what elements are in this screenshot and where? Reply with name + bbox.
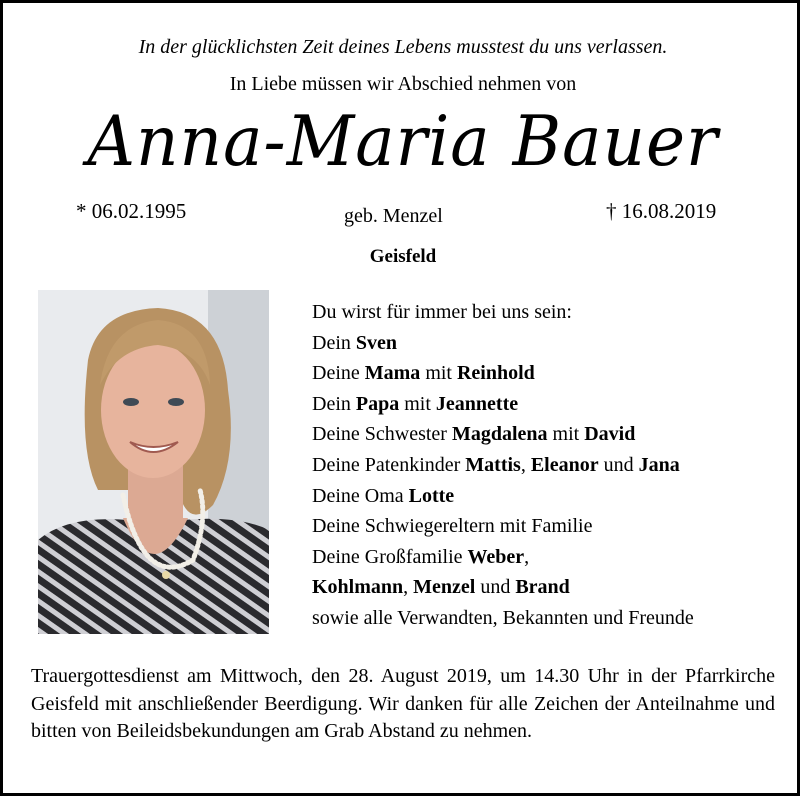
survivor-name: Menzel <box>413 576 476 599</box>
farewell-line: In Liebe müssen wir Abschied nehmen von <box>229 73 577 95</box>
survivor-line <box>312 603 694 634</box>
survivor-line <box>312 389 694 420</box>
survivor-text: mit <box>547 423 585 446</box>
survivor-text: und <box>598 453 639 476</box>
survivor-name: Reinhold <box>456 362 535 385</box>
survivor-line <box>312 542 694 573</box>
survivor-text: Du wirst für immer bei uns sein: <box>312 301 572 323</box>
survivor-line <box>312 328 694 359</box>
hometown: Geisfeld <box>369 246 437 267</box>
survivor-line <box>312 419 694 450</box>
survivor-name: Mattis <box>465 453 521 476</box>
maiden-name: geb. Menzel <box>344 205 443 227</box>
survivor-name: Brand <box>515 576 570 599</box>
death-date: † 16.08.2019 <box>606 199 717 223</box>
survivor-text: Deine Schwiegereltern mit Familie <box>312 515 593 538</box>
survivor-name: Weber <box>467 545 525 568</box>
survivor-text: Dein <box>312 331 356 354</box>
survivor-text: , <box>403 576 414 599</box>
survivor-name: Jana <box>638 453 680 476</box>
survivor-line <box>312 481 694 512</box>
survivor-line <box>312 450 694 481</box>
survivor-text: Deine Patenkinder <box>312 453 466 476</box>
survivor-line <box>312 511 694 542</box>
survivor-text: mit <box>399 392 436 415</box>
survivor-text: mit <box>420 362 457 385</box>
survivor-name: Mama <box>364 362 421 385</box>
survivor-line <box>312 358 694 389</box>
survivor-text: Deine <box>312 362 365 385</box>
deceased-name: Anna-Maria Bauer <box>87 101 719 182</box>
survivor-name: Eleanor <box>530 453 599 476</box>
survivor-name: Sven <box>355 331 398 354</box>
intro-quote: In der glücklichsten Zeit deines Lebens musstest du uns verlassen. <box>138 36 668 58</box>
survivor-text: Deine Oma <box>312 484 409 507</box>
survivor-name: David <box>584 423 636 446</box>
survivor-line <box>312 572 694 603</box>
survivor-name: Lotte <box>408 484 455 507</box>
survivor-name: Papa <box>355 392 400 415</box>
survivor-text: , <box>524 545 530 568</box>
survivor-text: Deine Schwester <box>312 423 452 446</box>
survivor-name: Magdalena <box>451 423 548 446</box>
survivor-name: Kohlmann <box>312 576 404 599</box>
survivor-text: Dein <box>312 392 356 415</box>
survivors-list <box>312 297 694 634</box>
survivor-line <box>312 297 694 328</box>
survivor-text: , <box>520 453 531 476</box>
birth-date: * 06.02.1995 <box>76 199 187 223</box>
survivor-name: Jeannette <box>435 392 519 415</box>
survivor-text: Deine Großfamilie <box>312 545 468 568</box>
service-text: Trauergottesdienst am Mittwoch, den 28. August 2019, um 14.30 Uhr in der Pfarrkirche Geisfeld mit anschließender Beerdigung. Wir danken für alle Zeichen der Anteilnahme und bitten von Beileidsbekundungen am Grab Abstand zu nehmen. <box>31 665 775 742</box>
portrait-photo <box>38 290 269 634</box>
survivor-text: und <box>475 576 516 599</box>
survivor-text: sowie alle Verwandten, Bekannten und Freunde <box>312 606 694 629</box>
